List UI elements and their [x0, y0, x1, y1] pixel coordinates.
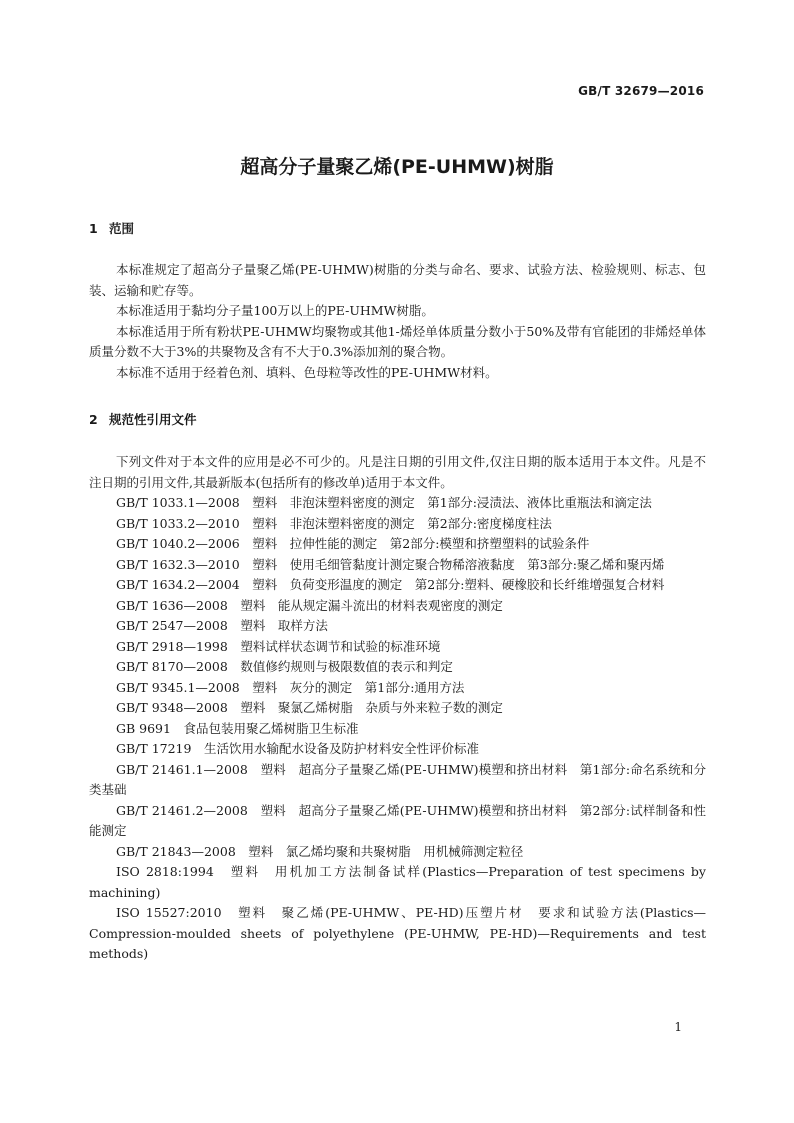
reference-item: GB/T 9345.1—2008 塑料 灰分的测定 第1部分:通用方法: [116, 679, 465, 695]
reference-item: GB/T 17219 生活饮用水输配水设备及防护材料安全性评价标准: [116, 741, 479, 756]
reference-item: GB/T 1033.2—2010 塑料 非泡沫塑料密度的测定 第2部分:密度梯度柱法: [116, 515, 552, 531]
section-scope: [89, 219, 706, 383]
reference-item: GB/T 1033.1—2008 塑料 非泡沫塑料密度的测定 第1部分:浸渍法、液体比重瓶法和滴定法: [116, 495, 652, 510]
reference-item: ISO 15527:2010 塑料 聚乙烯(PE-UHMW、PE-HD)压塑片材 要求和试验方法(Plastics—Compression-moulded sheets of polyethylene (PE-UHMW, PE-HD)—Requirements and test methods): [89, 905, 706, 961]
reference-item: GB/T 2918—1998 塑料试样状态调节和试验的标准环境: [116, 638, 441, 654]
section-title: 范围: [109, 221, 135, 236]
reference-item: GB/T 1634.2—2004 塑料 负荷变形温度的测定 第2部分:塑料、硬橡胶和长纤维增强复合材料: [116, 577, 665, 592]
reference-item: GB/T 21461.1—2008 塑料 超高分子量聚乙烯(PE-UHMW)模塑和挤出材料 第1部分:命名系统和分类基础: [89, 761, 706, 797]
section-number: 2: [89, 412, 98, 427]
reference-item: GB/T 1632.3—2010 塑料 使用毛细管黏度计测定聚合物稀溶液黏度 第3部分:聚乙烯和聚丙烯: [116, 556, 665, 572]
reference-item: GB/T 1040.2—2006 塑料 拉伸性能的测定 第2部分:模塑和挤塑塑料的试验条件: [116, 536, 590, 551]
page-number: 1: [674, 1020, 682, 1034]
paragraph: 本标准适用于所有粉状PE-UHMW均聚物或其他1-烯烃单体质量分数小于50%及带有官能团的非烯烃单体质量分数不大于3%的共聚物及含有不大于0.3%添加剂的聚合物。: [89, 323, 706, 359]
reference-item: GB/T 8170—2008 数值修约规则与极限数值的表示和判定: [116, 659, 453, 674]
reference-item: GB/T 1636—2008 塑料 能从规定漏斗流出的材料表观密度的测定: [116, 597, 503, 613]
reference-item: GB/T 9348—2008 塑料 聚氯乙烯树脂 杂质与外来粒子数的测定: [116, 700, 503, 715]
standard-number: GB/T 32679—2016: [578, 84, 704, 98]
section-heading: [89, 219, 706, 239]
section-number: 1: [89, 221, 98, 236]
section-normative-references: [89, 410, 706, 965]
paragraph: 下列文件对于本文件的应用是必不可少的。凡是注日期的引用文件,仅注日期的版本适用于本文件。凡是不注日期的引用文件,其最新版本(包括所有的修改单)适用于本文件。: [89, 454, 706, 490]
reference-item: GB/T 21843—2008 塑料 氯乙烯均聚和共聚树脂 用机械筛测定粒径: [116, 843, 524, 859]
section-title: 规范性引用文件: [109, 412, 197, 427]
reference-item: GB/T 21461.2—2008 塑料 超高分子量聚乙烯(PE-UHMW)模塑和挤出材料 第2部分:试样制备和性能测定: [89, 802, 706, 838]
paragraph: 本标准不适用于经着色剂、填料、色母粒等改性的PE-UHMW材料。: [116, 364, 498, 380]
reference-item: ISO 2818:1994 塑料 用机加工方法制备试样(Plastics—Preparation of test specimens by machining): [89, 864, 706, 900]
reference-item: GB/T 2547—2008 塑料 取样方法: [116, 618, 328, 633]
reference-item: GB 9691 食品包装用聚乙烯树脂卫生标准: [116, 720, 359, 736]
section-heading: [89, 410, 706, 430]
paragraph: 本标准规定了超高分子量聚乙烯(PE-UHMW)树脂的分类与命名、要求、试验方法、检验规则、标志、包装、运输和贮存等。: [89, 262, 706, 298]
paragraph: 本标准适用于黏均分子量100万以上的PE-UHMW树脂。: [116, 303, 434, 318]
document-title: 超高分子量聚乙烯(PE-UHMW)树脂: [240, 156, 554, 178]
